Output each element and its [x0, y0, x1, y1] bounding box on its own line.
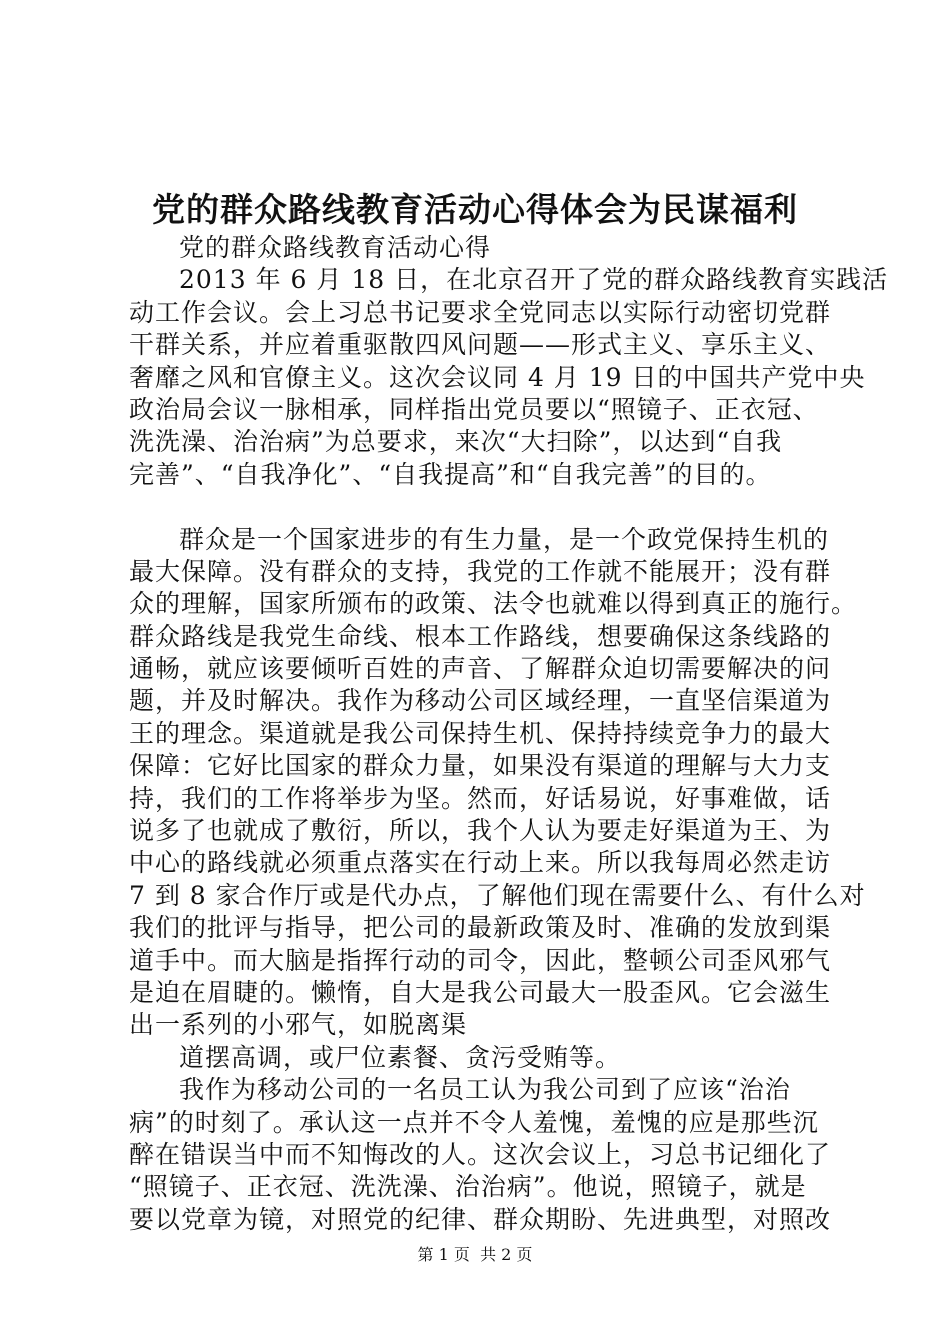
body-line: 说多了也就成了敷衍，所以，我个人认为要走好渠道为王、为 — [129, 816, 832, 846]
body-line: 党的群众路线教育活动心得 — [179, 233, 492, 262]
document-title: 党的群众路线教育活动心得体会为民谋福利 — [152, 190, 798, 229]
body-line: 醉在错误当中而不知悔改的人。这次会议上，习总书记细化了 — [129, 1139, 832, 1169]
body-line: 保障：它好比国家的群众力量，如果没有渠道的理解与大力支 — [129, 751, 832, 781]
body-line: 动工作会议。会上习总书记要求全党同志以实际行动密切党群 — [129, 297, 832, 327]
body-line: 出一系列的小邪气，如脱离渠 — [129, 1010, 468, 1040]
body-line: 7 到 8 家合作厅或是代办点，了解他们现在需要什么、有什么对 — [129, 880, 866, 910]
body-line: 是迫在眉睫的。懒惰，自大是我公司最大一股歪风。它会滋生 — [129, 977, 832, 1007]
body-line: 通畅，就应该要倾听百姓的声音、了解群众迫切需要解决的问 — [129, 654, 832, 684]
body-line: 我作为移动公司的一名员工认为我公司到了应该“治治 — [179, 1075, 791, 1105]
body-line: 洗洗澡、治治病”为总要求，来次“大扫除”，以达到“自我 — [129, 427, 783, 457]
body-line: 众的理解，国家所颁布的政策、法令也就难以得到真正的施行。 — [129, 589, 858, 619]
body-line: 完善”、“自我净化”、“自我提高”和“自我完善”的目的。 — [129, 459, 772, 489]
body-line: 我们的批评与指导，把公司的最新政策及时、准确的发放到渠 — [129, 913, 832, 943]
body-line: 持，我们的工作将举步为坚。然而，好话易说，好事难做，话 — [129, 783, 832, 813]
body-line: 政治局会议一脉相承，同样指出党员要以“照镜子、正衣冠、 — [129, 394, 819, 424]
body-line: 王的理念。渠道就是我公司保持生机、保持持续竞争力的最大 — [129, 718, 832, 748]
paragraph-gap — [129, 491, 849, 523]
body-line: 2013 年 6 月 18 日，在北京召开了党的群众路线教育实践活 — [179, 265, 889, 295]
body-line: 干群关系，并应着重驱散四风问题——形式主义、享乐主义、 — [129, 330, 832, 360]
body-line: 题，并及时解决。我作为移动公司区域经理，一直坚信渠道为 — [129, 686, 832, 716]
body-line: “照镜子、正衣冠、洗洗澡、治治病”。他说，照镜子，就是 — [129, 1172, 807, 1202]
body-line: 病”的时刻了。承认这一点并不令人羞愧，羞愧的应是那些沉 — [129, 1107, 819, 1137]
body-line: 群众是一个国家进步的有生力量，是一个政党保持生机的 — [179, 524, 830, 554]
body-line: 道摆高调，或尸位素餐、贪污受贿等。 — [179, 1042, 622, 1072]
body-line: 奢靡之风和官僚主义。这次会议同 4 月 19 日的中国共产党中央 — [129, 362, 866, 392]
body-line: 最大保障。没有群众的支持，我党的工作就不能展开；没有群 — [129, 556, 832, 586]
document-body — [129, 232, 889, 1236]
page-footer: 第 1 页 共 2 页 — [417, 1245, 533, 1264]
body-line: 中心的路线就必须重点落实在行动上来。所以我每周必然走访 — [129, 848, 832, 878]
body-line: 道手中。而大脑是指挥行动的司令，因此，整顿公司歪风邪气 — [129, 945, 832, 975]
body-line: 要以党章为镜，对照党的纪律、群众期盼、先进典型，对照改 — [129, 1204, 832, 1234]
body-line: 群众路线是我党生命线、根本工作路线，想要确保这条线路的 — [129, 621, 832, 651]
